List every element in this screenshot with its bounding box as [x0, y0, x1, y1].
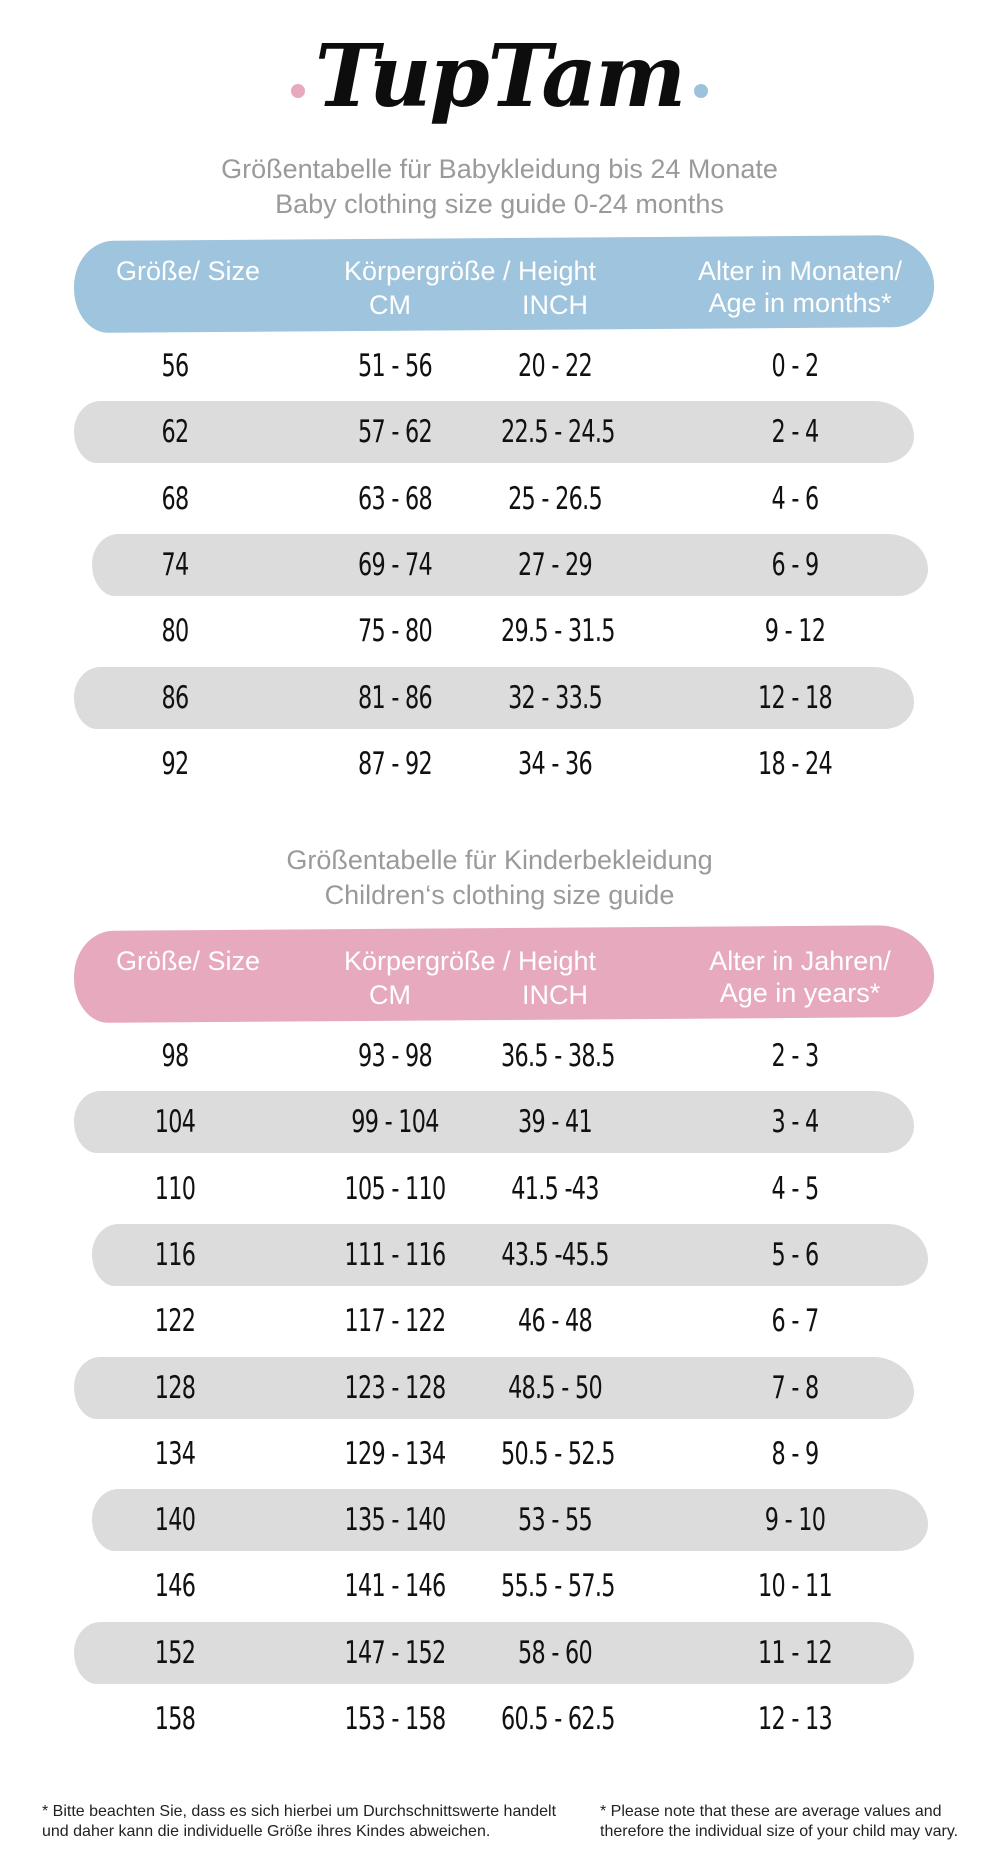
footnote-english — [600, 1802, 958, 1842]
age-cell: 0 - 2 — [771, 348, 819, 384]
size-cell: 152 — [154, 1634, 196, 1671]
kids-header-cm: CM — [369, 980, 411, 1010]
height-cm-cell: 153 - 158 — [344, 1701, 446, 1737]
table-row — [0, 1355, 999, 1421]
height-cm-cell: 141 - 146 — [344, 1568, 446, 1605]
size-cell: 62 — [161, 414, 189, 451]
height-inch-cell: 55.5 - 57.5 — [501, 1568, 615, 1605]
table-row — [0, 1686, 999, 1752]
kids-header-age-line1: Alter in Jahren/ — [709, 946, 891, 976]
size-cell: 98 — [161, 1038, 189, 1074]
height-inch-cell: 25 - 26.5 — [508, 480, 602, 517]
age-cell: 12 - 13 — [757, 1701, 833, 1737]
size-cell: 128 — [154, 1369, 196, 1406]
logo-text: TupTam — [314, 26, 685, 127]
height-cm-cell: 75 - 80 — [357, 613, 433, 650]
brand-logo — [0, 22, 999, 132]
height-cm-cell: 117 - 122 — [344, 1303, 446, 1340]
kids-header-size: Größe/ Size — [115, 946, 261, 976]
age-cell: 9 - 10 — [764, 1502, 826, 1539]
table-row — [0, 1023, 999, 1089]
footnote-german — [42, 1802, 556, 1842]
height-cm-cell: 87 - 92 — [357, 745, 433, 782]
baby-header-age-line2: Age in months* — [708, 288, 892, 318]
age-cell: 9 - 12 — [764, 613, 826, 650]
height-cm-cell: 123 - 128 — [344, 1369, 446, 1406]
height-cm-cell: 99 - 104 — [351, 1104, 439, 1141]
age-cell: 2 - 3 — [771, 1038, 819, 1074]
table-row — [0, 1553, 999, 1619]
age-cell: 5 - 6 — [771, 1236, 819, 1273]
age-cell: 6 - 7 — [771, 1303, 819, 1340]
age-cell: 6 - 9 — [771, 546, 819, 583]
size-cell: 146 — [154, 1568, 196, 1605]
height-inch-cell: 53 - 55 — [517, 1502, 593, 1539]
kids-header-age-line2: Age in years* — [719, 978, 881, 1008]
kids-header-inch: INCH — [522, 980, 588, 1010]
footnote-en-line1: * Please note that these are average values and — [600, 1803, 942, 1820]
table-row — [0, 1288, 999, 1354]
size-cell: 110 — [154, 1170, 196, 1207]
height-cm-cell: 105 - 110 — [344, 1170, 446, 1207]
age-cell: 8 - 9 — [771, 1435, 819, 1472]
table-row — [0, 1222, 999, 1288]
age-cell: 7 - 8 — [771, 1369, 819, 1406]
size-cell: 74 — [161, 546, 189, 583]
footnote-de-line1: * Bitte beachten Sie, dass es sich hierbei um Durchschnittswerte handelt — [42, 1803, 557, 1820]
height-cm-cell: 129 - 134 — [344, 1435, 446, 1472]
table-row — [0, 399, 999, 465]
table-row — [0, 466, 999, 532]
height-inch-cell: 46 - 48 — [517, 1303, 593, 1340]
kids-header-height: Körpergröße / Height — [343, 946, 597, 976]
footnote-en-line2: therefore the individual size of your child may vary. — [600, 1823, 959, 1840]
table-row — [0, 1421, 999, 1487]
age-cell: 12 - 18 — [757, 679, 833, 716]
kids-title-de: Größentabelle für Kinderbekleidung — [286, 845, 713, 875]
baby-header-height: Körpergröße / Height — [343, 256, 597, 286]
baby-title-de: Größentabelle für Babykleidung bis 24 Monate — [221, 154, 778, 184]
table-row — [0, 665, 999, 731]
age-cell: 3 - 4 — [771, 1104, 819, 1141]
kids-section-title — [0, 843, 999, 913]
table-row — [0, 1487, 999, 1553]
height-cm-cell: 51 - 56 — [357, 348, 433, 384]
logo-dot-right — [694, 84, 708, 98]
height-cm-cell: 69 - 74 — [357, 546, 433, 583]
kids-title-en: Children‘s clothing size guide — [324, 880, 675, 910]
size-cell: 68 — [161, 480, 189, 517]
table-row — [0, 333, 999, 399]
size-cell: 80 — [161, 613, 189, 650]
age-cell: 4 - 5 — [771, 1170, 819, 1207]
age-cell: 18 - 24 — [757, 745, 833, 782]
height-cm-cell: 147 - 152 — [344, 1634, 446, 1671]
height-inch-cell: 60.5 - 62.5 — [501, 1701, 615, 1737]
footnote-de-line2: und daher kann die individuelle Größe ihres Kindes abweichen. — [42, 1823, 491, 1840]
age-cell: 4 - 6 — [771, 480, 819, 517]
table-row — [0, 598, 999, 664]
size-cell: 116 — [154, 1236, 196, 1273]
size-cell: 86 — [161, 679, 189, 716]
baby-title-en: Baby clothing size guide 0-24 months — [275, 189, 724, 219]
height-inch-cell: 58 - 60 — [517, 1634, 593, 1671]
height-cm-cell: 135 - 140 — [344, 1502, 446, 1539]
table-row — [0, 532, 999, 598]
height-cm-cell: 63 - 68 — [357, 480, 433, 517]
height-inch-cell: 29.5 - 31.5 — [501, 613, 615, 650]
logo-dot-left — [291, 84, 305, 98]
baby-header-size: Größe/ Size — [115, 256, 261, 286]
height-inch-cell: 48.5 - 50 — [508, 1369, 602, 1406]
baby-header-cm: CM — [369, 290, 411, 320]
size-cell: 92 — [161, 745, 189, 782]
table-row — [0, 731, 999, 797]
height-inch-cell: 32 - 33.5 — [508, 679, 602, 716]
height-inch-cell: 41.5 -43 — [511, 1170, 599, 1207]
height-inch-cell: 36.5 - 38.5 — [501, 1038, 615, 1074]
baby-header-inch: INCH — [522, 290, 588, 320]
size-cell: 158 — [154, 1701, 196, 1737]
size-cell: 56 — [161, 348, 189, 384]
table-row — [0, 1156, 999, 1222]
table-row — [0, 1089, 999, 1155]
size-cell: 134 — [154, 1435, 196, 1472]
age-cell: 2 - 4 — [771, 414, 819, 451]
height-cm-cell: 57 - 62 — [357, 414, 433, 451]
height-cm-cell: 93 - 98 — [357, 1038, 433, 1074]
height-cm-cell: 81 - 86 — [357, 679, 433, 716]
table-row — [0, 1620, 999, 1686]
size-cell: 104 — [154, 1104, 196, 1141]
height-inch-cell: 43.5 -45.5 — [501, 1236, 609, 1273]
height-inch-cell: 50.5 - 52.5 — [501, 1435, 615, 1472]
height-inch-cell: 39 - 41 — [517, 1104, 593, 1141]
size-cell: 122 — [154, 1303, 196, 1340]
size-cell: 140 — [154, 1502, 196, 1539]
height-inch-cell: 34 - 36 — [517, 745, 593, 782]
age-cell: 10 - 11 — [757, 1568, 833, 1605]
height-cm-cell: 111 - 116 — [344, 1236, 446, 1273]
baby-header-age-line1: Alter in Monaten/ — [697, 256, 903, 286]
height-inch-cell: 22.5 - 24.5 — [501, 414, 615, 451]
age-cell: 11 - 12 — [757, 1634, 833, 1671]
baby-section-title — [0, 152, 999, 222]
height-inch-cell: 27 - 29 — [517, 546, 593, 583]
height-inch-cell: 20 - 22 — [517, 348, 593, 384]
